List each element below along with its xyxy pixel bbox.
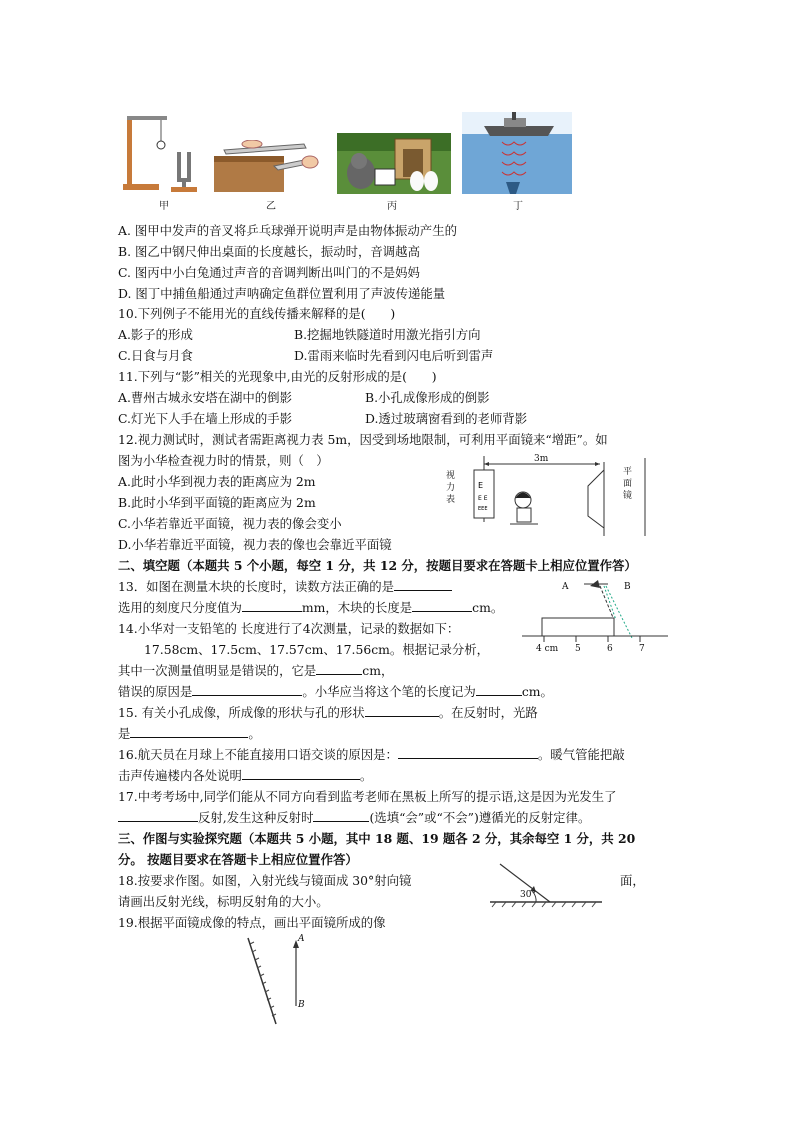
q12-option-d: D.小华若靠近平面镜，视力表的像也会靠近平面镜 [118,537,392,552]
q12-stem-line2: 图为小华检查视力时的情景，则（ ） [118,453,329,468]
q12-option-a: A.此时小华到视力表的距离应为 2m [118,474,316,489]
fig19-label-a: A [298,934,305,944]
q15-line1: 15. 有关小孔成像，所成像的形状与孔的形状 。在反射时，光路 [118,705,538,720]
q9-option-b: B. 图乙中钢尺伸出桌面的长度越长，振动时，音调越高 [118,244,420,259]
fig19-label-b: B [298,1000,305,1010]
ruler-table-figure [214,140,324,194]
q11-stem: 11.下列与“影”相关的光现象中,由光的反射形成的是( ) [118,369,437,384]
q9-option-c: C. 图丙中小白兔通过声音的音调判断出叫门的不是妈妈 [118,265,420,280]
q10-stem: 10.下列例子不能用光的直线传播来解释的是( ) [118,306,396,321]
tuning-fork-figure [121,112,199,194]
fig13-tick-5: 5 [575,644,581,654]
q10-option-b: B.挖掘地铁隧道时用激光指引方向 [294,327,481,342]
q16-line1: 16.航天员在月球上不能直接用口语交谈的原因是： 。暖气管能把敲 [118,747,625,762]
incident-ray-figure [486,862,606,908]
q12-option-c: C.小华若靠近平面镜，视力表的像会变小 [118,516,342,531]
fig13-label-a: A [562,582,569,592]
q19-line1: 19.根据平面镜成像的特点，画出平面镜所成的像 [118,915,386,930]
figure-caption-bing: 丙 [387,201,397,212]
section3-header-line2: 分。 按题目要求在答题卡上相应位置作答） [118,852,358,867]
fig13-tick-4cm: 4 cm [536,644,559,654]
q11-option-b: B.小孔成像形成的倒影 [365,390,490,405]
q9-option-d: D. 图丁中捕鱼船通过声呐确定鱼群位置利用了声波传递能量 [118,286,446,301]
fig13-tick-7: 7 [639,644,645,654]
q13-line2: 选用的刻度尺分度值为 mm，木块的长度是 cm。 [118,600,504,615]
q18-line1: 18.按要求作图。如图，入射光线与镜面成 30°射向镜 [118,873,412,888]
q12-stem-line1: 12.视力测试时，测试者需距离视力表 5m，因受到场地限制，可利用平面镜来“增距”。如 [118,432,608,447]
fig12-chart-label: 视力表 [446,471,456,505]
q14-line3: 其中一次测量值明显是错误的，它是 cm， [118,663,394,678]
q11-option-c: C.灯光下人手在墙上形成的手影 [118,411,293,426]
q18-line2: 请画出反射光线，标明反射角的大小。 [118,894,329,909]
fig13-label-b: B [624,582,631,592]
q16-line2: 击声传遍楼内各处说明 。 [118,768,373,783]
q17-line2: 反射,发生这种反射时 (选填“会”或“不会”)遵循光的反射定律。 [118,809,590,826]
q14-line4: 错误的原因是 。小华应当将这个笔的长度记为 cm。 [118,684,553,699]
svg-text:E: E [478,481,484,490]
figure-caption-jia: 甲 [159,201,169,212]
fig12-mirror-label: 平面镜 [623,467,633,501]
section2-header: 二、填空题（本题共 5 个小题，每空 1 分，共 12 分，按题目要求在答题卡上相应位置作答） [118,558,637,573]
svg-text:EEE: EEE [478,506,488,512]
q10-option-d: D.雷雨来临时先看到闪电后听到雷声 [294,348,494,363]
fig12-distance-label: 3m [534,454,549,464]
q17-line1: 17.中考考场中,同学们能从不同方向看到监考老师在黑板上所写的提示语,这是因为光发生了 [118,789,617,804]
fishing-boat-sonar-figure [462,112,572,194]
svg-text:E E: E E [478,495,488,502]
figure-caption-yi: 乙 [266,201,276,212]
q10-option-a: A.影子的形成 [118,327,193,342]
q14-line1: 14.小华对一支铅笔的 长度进行了4次测量，记录的数据如下： [118,621,460,636]
q12-option-b: B.此时小华到平面镜的距离应为 2m [118,495,316,510]
figure-caption-ding: 丁 [513,201,523,212]
plane-mirror-figure [240,930,320,1030]
q11-option-a: A.曹州古城永安塔在湖中的倒影 [118,390,292,405]
q13-line1: 13．如图在测量木块的长度时，读数方法正确的是 [118,578,452,595]
q18-line1-end: 面， [620,873,645,888]
q10-option-c: C.日食与月食 [118,348,193,363]
q14-line2: 17.58cm、17.5cm、17.57cm、17.56cm。根据记录分析， [144,642,490,657]
q9-option-a: A. 图甲中发声的音叉将乒乓球弹开说明声是由物体振动产生的 [118,223,457,238]
q11-option-d: D.透过玻璃窗看到的老师背影 [365,411,528,426]
fig13-tick-6: 6 [607,644,613,654]
q15-line2: 是 。 [118,726,261,741]
cartoon-rabbit-figure [337,133,451,194]
section3-header-line1: 三、作图与实验探究题（本题共 5 小题，其中 18 题、19 题各 2 分，其余每空 1 分，共 20 [118,831,636,846]
fig18-angle-label: 30° [520,890,536,900]
